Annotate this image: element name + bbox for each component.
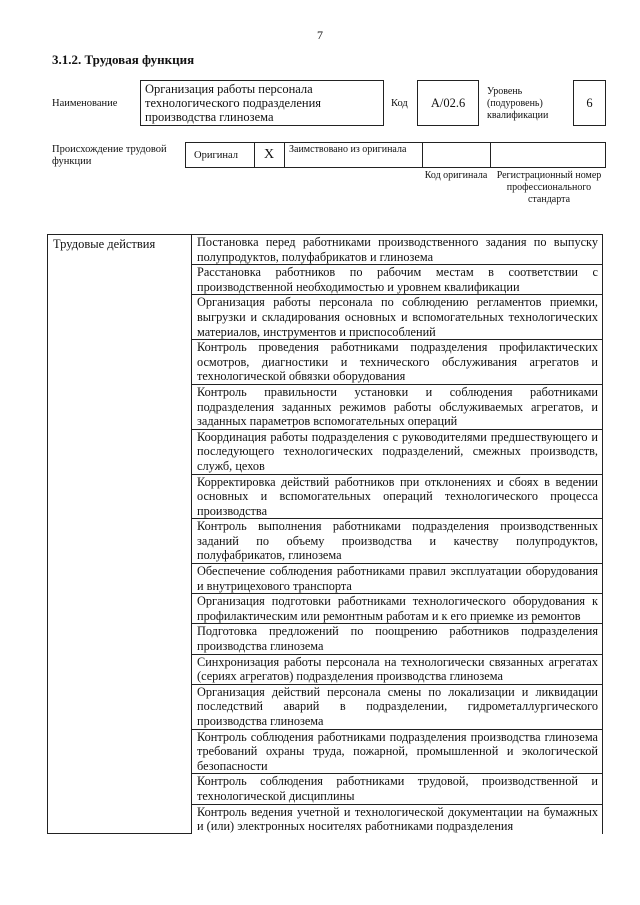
labor-action-item: Синхронизация работы персонала на технологически связанных агрегатах (сериях агрегатов) подразделения производства глинозема (192, 654, 603, 684)
labor-action-item: Координация работы подразделения с руководителями предшествующего и последующего технологических подразделений, смежных производств, служб, цехов (192, 429, 603, 474)
labor-action-item: Подготовка предложений по поощрению работников подразделения производства глинозема (192, 624, 603, 654)
labor-action-item: Контроль соблюдения работниками трудовой, производственной и технологической дисциплины (192, 774, 603, 804)
original-label: Оригинал (194, 150, 238, 161)
labor-action-item: Контроль ведения учетной и технологической документации на бумажных и (или) электронных носителях работниками подразделения (192, 804, 603, 834)
function-name-value: Организация работы персонала технологического подразделения производства глинозема (145, 82, 322, 124)
origin-divider (254, 143, 255, 167)
labor-actions-table (47, 234, 603, 834)
level-value: 6 (586, 96, 593, 110)
origin-divider (422, 143, 423, 167)
borrowed-label: Заимствовано из оригинала (289, 144, 407, 155)
code-value: А/02.6 (430, 96, 466, 110)
labor-action-item: Организация работы персонала по соблюдению регламентов приемки, выгрузки и складирования основных и вспомогательных технологических материалов, инструментов и приспособлений (192, 295, 603, 340)
code-label: Код (391, 98, 408, 109)
original-mark: X (263, 147, 275, 162)
labor-action-item: Контроль проведения работниками подразделения профилактических осмотров, диагностики и технического обслуживания агрегатов и технологической обвязки оборудования (192, 340, 603, 385)
reg-number-caption: Регистрационный номер профессионального стандарта (496, 170, 602, 205)
name-label: Наименование (52, 98, 118, 109)
code-box (417, 80, 479, 126)
origin-divider (284, 143, 285, 167)
labor-action-item: Обеспечение соблюдения работниками правил эксплуатации оборудования и внутрицехового транспорта (192, 564, 603, 594)
function-name-box (140, 80, 384, 126)
labor-action-item: Контроль правильности установки и соблюдения работниками подразделения заданных режимов работы обслуживаемых агрегатов, и заданных параметров вспомогательных операций (192, 384, 603, 429)
table-row (48, 235, 603, 265)
origin-label: Происхождение трудовой функции (52, 144, 167, 167)
section-title: 3.1.2. Трудовая функция (52, 52, 195, 67)
labor-actions-label: Трудовые действия (48, 235, 192, 834)
origin-row (185, 142, 606, 168)
level-box (573, 80, 606, 126)
labor-action-item: Корректировка действий работников при отклонениях и сбоях в ведении основных и вспомогательных операций технологического процесса производства (192, 474, 603, 519)
code-original-caption: Код оригинала (424, 170, 488, 181)
labor-action-item: Контроль соблюдения работниками подразделения производства глинозема требований охраны труда, пожарной, промышленной и экологической безопасности (192, 729, 603, 774)
labor-action-item: Организация подготовки работниками технологического оборудования к профилактическим или ремонтным работам и к его приемке из ремонтов (192, 594, 603, 624)
labor-action-item: Постановка перед работниками производственного задания по выпуску полупродуктов, полуфабрикатов и глинозема (192, 235, 603, 265)
labor-action-item: Расстановка работников по рабочим местам в соответствии с производственной необходимостью и уровнем квалификации (192, 265, 603, 295)
labor-action-item: Организация действий персонала смены по локализации и ликвидации последствий аварий в подразделении, гидрометаллургического производства глинозема (192, 684, 603, 729)
labor-action-item: Контроль выполнения работниками подразделения производственных заданий по объему производства и качеству полупродуктов, полуфабрикатов, глинозема (192, 519, 603, 564)
origin-divider (490, 143, 491, 167)
level-label: Уровень (подуровень) квалификации (487, 86, 549, 121)
page-number: 7 (317, 28, 323, 42)
